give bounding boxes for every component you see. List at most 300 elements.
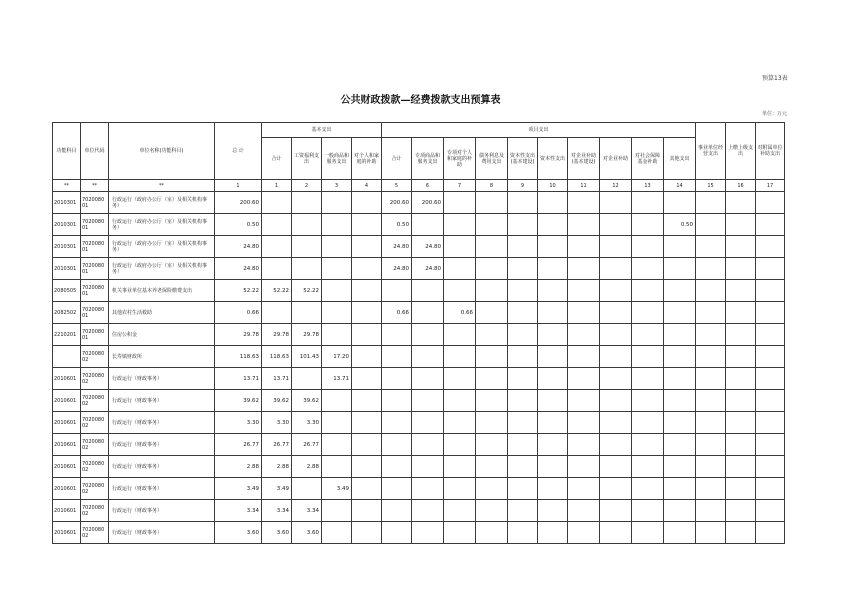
amount-cell — [382, 478, 412, 500]
amount-cell — [568, 324, 600, 346]
amount-cell — [476, 346, 508, 368]
amount-cell — [382, 346, 412, 368]
table-row — [53, 456, 785, 478]
amount-cell — [292, 258, 322, 280]
amount-cell — [322, 280, 352, 302]
amount-cell — [632, 346, 664, 368]
amount-cell — [696, 280, 726, 302]
amount-cell — [664, 456, 696, 478]
header-extra-1: 事业单位经营支出 — [696, 123, 726, 180]
amount-cell — [600, 192, 632, 214]
amount-cell — [444, 214, 476, 236]
amount-cell: 3.30 — [262, 412, 292, 434]
amount-cell — [756, 346, 785, 368]
amount-cell — [476, 192, 508, 214]
amount-cell — [292, 192, 322, 214]
index-cell: 12 — [600, 180, 632, 192]
amount-cell — [538, 236, 568, 258]
header-unit-name: 单位名称(功能科目) — [109, 123, 215, 180]
header-unit-code: 单位代码 — [81, 123, 109, 180]
page-title: 公共财政拨款—经费拨款支出预算表 — [340, 95, 501, 106]
amount-cell — [444, 412, 476, 434]
header-basic-2: 工资福利支出 — [292, 138, 322, 180]
header-project-10: 其他支出 — [664, 138, 696, 180]
amount-cell: 200.60 — [412, 192, 444, 214]
header-project-5: 资本性支出(基本建设) — [508, 138, 538, 180]
amount-cell — [538, 214, 568, 236]
func-subject-cell: 2082502 — [53, 302, 81, 324]
amount-cell — [664, 192, 696, 214]
amount-cell — [600, 280, 632, 302]
amount-cell — [262, 302, 292, 324]
amount-cell: 26.77 — [292, 434, 322, 456]
amount-cell — [756, 236, 785, 258]
amount-cell — [632, 368, 664, 390]
amount-cell — [508, 346, 538, 368]
amount-cell — [476, 214, 508, 236]
unit-code-cell: 7020080 01 — [81, 324, 109, 346]
amount-cell — [726, 390, 756, 412]
table-row — [53, 522, 785, 544]
amount-cell — [352, 368, 382, 390]
amount-cell — [292, 214, 322, 236]
amount-cell: 0.50 — [664, 214, 696, 236]
amount-cell — [444, 478, 476, 500]
amount-cell — [322, 456, 352, 478]
amount-cell — [508, 236, 538, 258]
amount-cell — [600, 346, 632, 368]
table-row — [53, 368, 785, 390]
amount-cell — [352, 258, 382, 280]
amount-cell — [696, 368, 726, 390]
amount-cell — [696, 258, 726, 280]
unit-name-cell: 其他农村生活救助 — [109, 302, 215, 324]
amount-cell — [756, 478, 785, 500]
amount-cell — [412, 214, 444, 236]
amount-cell — [412, 390, 444, 412]
amount-cell: 13.71 — [215, 368, 262, 390]
amount-cell — [696, 522, 726, 544]
amount-cell — [632, 302, 664, 324]
amount-cell — [382, 412, 412, 434]
amount-cell — [352, 192, 382, 214]
amount-cell — [444, 236, 476, 258]
amount-cell: 52.22 — [215, 280, 262, 302]
amount-cell: 3.30 — [292, 412, 322, 434]
func-subject-cell: 2210201 — [53, 324, 81, 346]
amount-cell — [696, 500, 726, 522]
table-row — [53, 192, 785, 214]
amount-cell — [600, 258, 632, 280]
amount-cell — [262, 236, 292, 258]
amount-cell — [508, 368, 538, 390]
amount-cell — [632, 500, 664, 522]
amount-cell: 29.78 — [215, 324, 262, 346]
amount-cell — [568, 434, 600, 456]
amount-cell — [352, 280, 382, 302]
amount-cell — [508, 324, 538, 346]
header-basic-group: 基本支出 — [262, 123, 382, 138]
amount-cell — [412, 324, 444, 346]
unit-name-cell: 住房公积金 — [109, 324, 215, 346]
header-project-7: 对企业补助(基本建设) — [568, 138, 600, 180]
amount-cell — [382, 434, 412, 456]
table-row — [53, 302, 785, 324]
amount-cell — [696, 324, 726, 346]
amount-cell — [352, 324, 382, 346]
amount-cell — [412, 522, 444, 544]
table-row — [53, 434, 785, 456]
header-project-4: 债务利息及费用支出 — [476, 138, 508, 180]
func-subject-cell: 2010601 — [53, 390, 81, 412]
amount-cell — [476, 258, 508, 280]
amount-cell — [538, 390, 568, 412]
amount-cell — [292, 236, 322, 258]
index-cell: 4 — [352, 180, 382, 192]
index-cell: 16 — [726, 180, 756, 192]
amount-cell — [508, 390, 538, 412]
func-subject-cell: 2010601 — [53, 478, 81, 500]
index-row — [53, 180, 785, 192]
unit-code-cell: 7020080 01 — [81, 236, 109, 258]
amount-cell — [322, 192, 352, 214]
func-subject-cell: 2010601 — [53, 412, 81, 434]
amount-cell — [412, 280, 444, 302]
amount-cell — [262, 214, 292, 236]
amount-cell — [696, 236, 726, 258]
func-subject-cell: 2010601 — [53, 456, 81, 478]
amount-cell — [538, 368, 568, 390]
amount-cell — [600, 478, 632, 500]
header-project-2: 专项商品和服务支出 — [412, 138, 444, 180]
amount-cell — [600, 434, 632, 456]
amount-cell: 24.80 — [382, 258, 412, 280]
amount-cell — [696, 192, 726, 214]
amount-cell — [696, 434, 726, 456]
header-basic-1: 合计 — [262, 138, 292, 180]
amount-cell — [382, 390, 412, 412]
amount-cell — [632, 214, 664, 236]
amount-cell: 3.30 — [215, 412, 262, 434]
amount-cell — [632, 522, 664, 544]
amount-cell: 39.62 — [215, 390, 262, 412]
amount-cell — [538, 478, 568, 500]
amount-cell — [568, 192, 600, 214]
unit-name-cell: 行政运行（财政事务） — [109, 390, 215, 412]
amount-cell — [262, 192, 292, 214]
amount-cell: 3.60 — [292, 522, 322, 544]
amount-cell — [696, 456, 726, 478]
func-subject-cell: 2010601 — [53, 522, 81, 544]
amount-cell: 24.80 — [215, 236, 262, 258]
amount-cell: 0.66 — [444, 302, 476, 324]
amount-cell — [476, 390, 508, 412]
header-extra-2: 上缴上级支出 — [726, 123, 756, 180]
amount-cell — [726, 412, 756, 434]
table-row — [53, 258, 785, 280]
amount-cell — [664, 236, 696, 258]
amount-cell — [352, 302, 382, 324]
amount-cell: 3.49 — [215, 478, 262, 500]
unit-code-cell: 7020080 01 — [81, 258, 109, 280]
index-cell: 2 — [292, 180, 322, 192]
amount-cell — [600, 390, 632, 412]
amount-cell: 118.63 — [262, 346, 292, 368]
amount-cell — [476, 324, 508, 346]
amount-cell — [632, 324, 664, 346]
amount-cell: 3.49 — [322, 478, 352, 500]
unit-name-cell: 行政运行（财政事务） — [109, 478, 215, 500]
unit-code-cell: 7020080 01 — [81, 302, 109, 324]
amount-cell — [664, 302, 696, 324]
amount-cell — [664, 500, 696, 522]
unit-name-cell: 行政运行（财政事务） — [109, 368, 215, 390]
table-row — [53, 390, 785, 412]
func-subject-cell: 2010601 — [53, 368, 81, 390]
amount-cell: 39.62 — [262, 390, 292, 412]
header-project-9: 对社会保障基金补助 — [632, 138, 664, 180]
amount-cell: 2.88 — [215, 456, 262, 478]
amount-cell — [444, 522, 476, 544]
amount-cell — [382, 456, 412, 478]
func-subject-cell: 2010301 — [53, 236, 81, 258]
index-cell: ** — [81, 180, 109, 192]
amount-cell — [756, 434, 785, 456]
amount-cell — [538, 324, 568, 346]
amount-cell — [508, 280, 538, 302]
amount-cell — [508, 302, 538, 324]
amount-cell — [322, 500, 352, 522]
header-func-subject: 功能科目 — [53, 123, 81, 180]
amount-cell — [538, 434, 568, 456]
func-subject-cell: 2010301 — [53, 214, 81, 236]
amount-cell: 3.49 — [262, 478, 292, 500]
amount-cell — [538, 258, 568, 280]
amount-cell — [476, 280, 508, 302]
amount-cell — [476, 236, 508, 258]
func-subject-cell: 2080505 — [53, 280, 81, 302]
amount-cell: 200.60 — [382, 192, 412, 214]
amount-cell — [568, 500, 600, 522]
amount-cell — [412, 434, 444, 456]
amount-cell: 29.78 — [262, 324, 292, 346]
amount-cell — [756, 522, 785, 544]
amount-cell — [444, 368, 476, 390]
amount-cell — [756, 214, 785, 236]
index-cell: 5 — [382, 180, 412, 192]
amount-cell — [726, 522, 756, 544]
amount-cell — [696, 390, 726, 412]
amount-cell — [696, 478, 726, 500]
table-row — [53, 214, 785, 236]
amount-cell — [352, 236, 382, 258]
amount-cell — [508, 434, 538, 456]
unit-name-cell: 行政运行（政府办公厅（室）及相关机构事务） — [109, 214, 215, 236]
amount-cell — [444, 500, 476, 522]
amount-cell — [726, 280, 756, 302]
amount-cell — [664, 368, 696, 390]
amount-cell: 3.34 — [215, 500, 262, 522]
index-cell: 15 — [696, 180, 726, 192]
unit-name-cell: 行政运行（财政事务） — [109, 456, 215, 478]
amount-cell: 24.80 — [412, 236, 444, 258]
amount-cell — [352, 390, 382, 412]
amount-cell — [444, 434, 476, 456]
func-subject-cell: 2010301 — [53, 192, 81, 214]
amount-cell — [444, 280, 476, 302]
unit-code-cell: 7020080 02 — [81, 522, 109, 544]
amount-cell — [726, 456, 756, 478]
amount-cell — [726, 192, 756, 214]
amount-cell — [632, 434, 664, 456]
amount-cell — [600, 412, 632, 434]
table-row — [53, 280, 785, 302]
amount-cell — [538, 192, 568, 214]
index-cell: 14 — [664, 180, 696, 192]
amount-cell — [756, 258, 785, 280]
amount-cell — [476, 456, 508, 478]
amount-cell — [538, 500, 568, 522]
amount-cell — [352, 214, 382, 236]
amount-cell — [664, 434, 696, 456]
amount-cell — [476, 412, 508, 434]
amount-cell — [292, 368, 322, 390]
amount-cell — [538, 346, 568, 368]
amount-cell — [538, 302, 568, 324]
amount-cell — [600, 236, 632, 258]
amount-cell — [664, 280, 696, 302]
amount-cell — [382, 500, 412, 522]
amount-cell — [664, 258, 696, 280]
amount-cell — [726, 478, 756, 500]
amount-cell: 3.60 — [262, 522, 292, 544]
amount-cell — [632, 258, 664, 280]
amount-cell — [600, 368, 632, 390]
amount-cell — [664, 346, 696, 368]
unit-code-cell: 7020080 02 — [81, 412, 109, 434]
amount-cell — [412, 346, 444, 368]
amount-cell — [568, 346, 600, 368]
amount-cell: 26.77 — [262, 434, 292, 456]
amount-cell — [632, 478, 664, 500]
amount-cell — [352, 522, 382, 544]
amount-cell — [756, 280, 785, 302]
unit-name-cell: 行政运行（政府办公厅（室）及相关机构事务） — [109, 192, 215, 214]
amount-cell — [756, 456, 785, 478]
amount-cell — [538, 456, 568, 478]
amount-cell — [756, 324, 785, 346]
header-basic-3: 一般商品和服务支出 — [322, 138, 352, 180]
amount-cell — [756, 390, 785, 412]
amount-cell — [568, 280, 600, 302]
amount-cell: 0.66 — [382, 302, 412, 324]
amount-cell: 52.22 — [262, 280, 292, 302]
amount-cell: 24.80 — [215, 258, 262, 280]
amount-cell — [382, 280, 412, 302]
index-cell: ** — [109, 180, 215, 192]
amount-cell — [508, 522, 538, 544]
amount-cell: 2.88 — [262, 456, 292, 478]
header-total: 总 计 — [215, 123, 262, 180]
amount-cell — [262, 258, 292, 280]
amount-cell — [352, 478, 382, 500]
unit-name-cell: 行政运行（财政事务） — [109, 412, 215, 434]
amount-cell — [632, 236, 664, 258]
index-cell: 1 — [215, 180, 262, 192]
amount-cell: 3.60 — [215, 522, 262, 544]
amount-cell — [568, 368, 600, 390]
amount-cell: 3.34 — [262, 500, 292, 522]
func-subject-cell: 2010301 — [53, 258, 81, 280]
amount-cell — [412, 412, 444, 434]
amount-cell — [568, 522, 600, 544]
amount-cell — [382, 368, 412, 390]
index-cell: 6 — [412, 180, 444, 192]
unit-code-cell: 7020080 01 — [81, 280, 109, 302]
amount-cell — [756, 412, 785, 434]
amount-cell — [600, 522, 632, 544]
amount-cell: 39.62 — [292, 390, 322, 412]
amount-cell — [696, 302, 726, 324]
index-cell: 1 — [262, 180, 292, 192]
amount-cell — [352, 500, 382, 522]
amount-cell — [508, 456, 538, 478]
amount-cell — [664, 412, 696, 434]
amount-cell — [568, 412, 600, 434]
index-cell: 7 — [444, 180, 476, 192]
amount-cell — [322, 522, 352, 544]
amount-cell — [322, 434, 352, 456]
table-row — [53, 412, 785, 434]
amount-cell — [726, 368, 756, 390]
amount-cell — [568, 236, 600, 258]
amount-cell — [322, 214, 352, 236]
unit-name-cell: 行政运行（财政事务） — [109, 500, 215, 522]
amount-cell — [664, 390, 696, 412]
amount-cell — [538, 412, 568, 434]
amount-cell — [632, 390, 664, 412]
amount-cell — [664, 478, 696, 500]
amount-cell: 200.60 — [215, 192, 262, 214]
amount-cell — [508, 192, 538, 214]
amount-cell — [322, 412, 352, 434]
amount-cell — [600, 456, 632, 478]
amount-cell — [726, 236, 756, 258]
amount-cell — [322, 390, 352, 412]
amount-cell — [322, 236, 352, 258]
unit-code-cell: 7020080 02 — [81, 434, 109, 456]
func-subject-cell: 2010601 — [53, 500, 81, 522]
amount-cell — [632, 192, 664, 214]
amount-cell — [726, 258, 756, 280]
unit-code-cell: 7020080 02 — [81, 500, 109, 522]
unit-name-cell: 行政运行（财政事务） — [109, 522, 215, 544]
index-cell: 17 — [756, 180, 785, 192]
amount-cell: 0.50 — [215, 214, 262, 236]
amount-cell — [696, 412, 726, 434]
amount-cell — [568, 390, 600, 412]
amount-cell: 24.80 — [382, 236, 412, 258]
amount-cell — [292, 302, 322, 324]
amount-cell: 2.88 — [292, 456, 322, 478]
header-project-group: 项目支出 — [382, 123, 696, 138]
header-project-6: 资本性支出 — [538, 138, 568, 180]
table-row — [53, 236, 785, 258]
amount-cell — [508, 214, 538, 236]
func-subject-cell: 2010601 — [53, 434, 81, 456]
amount-cell: 118.63 — [215, 346, 262, 368]
amount-cell — [726, 434, 756, 456]
